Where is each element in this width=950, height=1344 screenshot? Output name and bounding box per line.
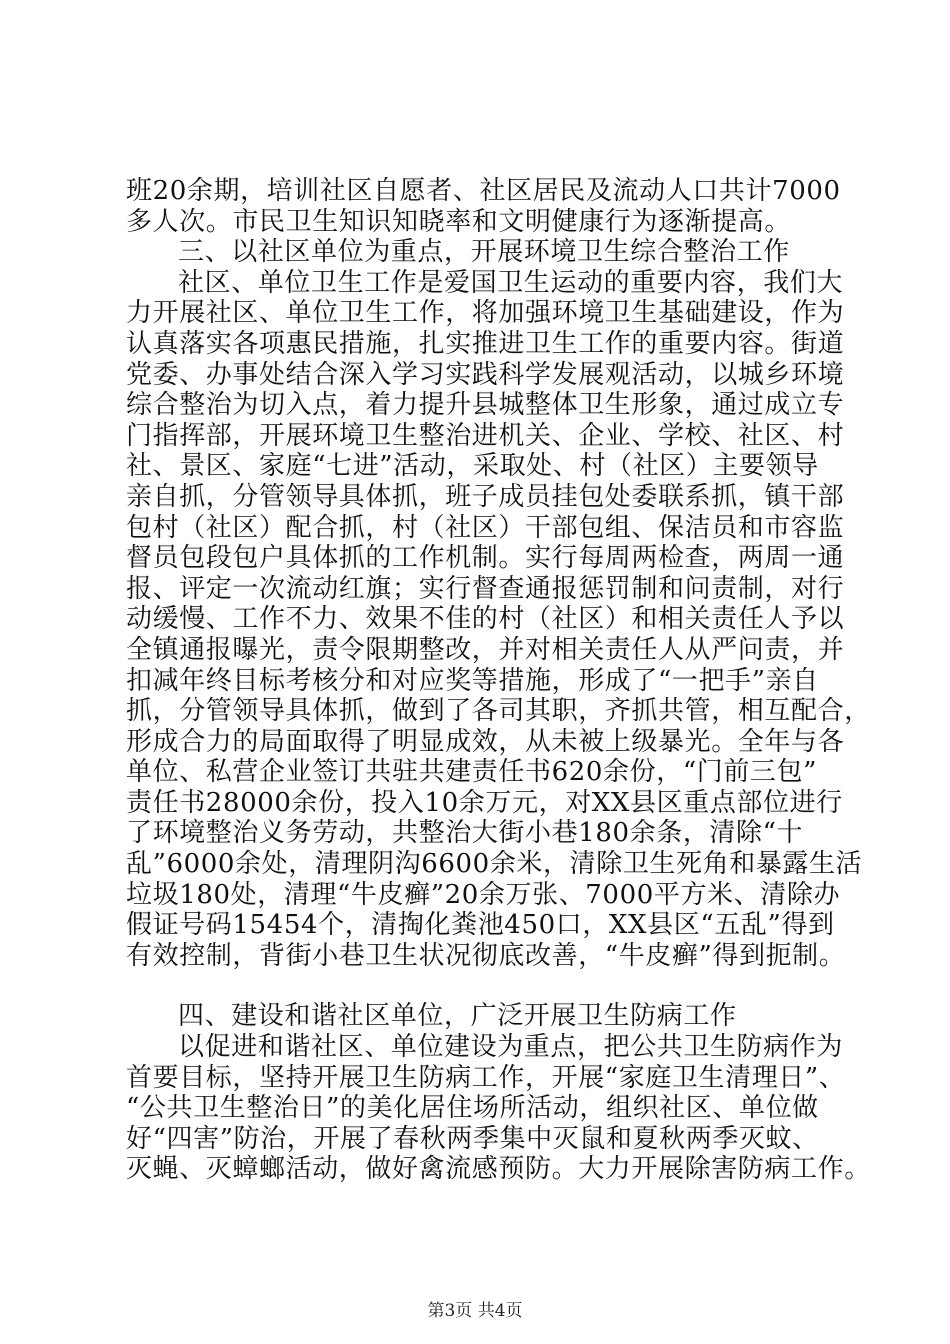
text-line: 社、景区、家庭“七进”活动，采取处、村（社区）主要领导 <box>126 451 819 482</box>
text-line: 乱”6000余处，清理阴沟6600余米，清除卫生死角和暴露生活 <box>126 849 863 880</box>
text-line: 报、评定一次流动红旗；实行督查通报惩罚制和问责制，对行 <box>126 573 845 604</box>
text-line: 力开展社区、单位卫生工作，将加强环境卫生基础建设，作为 <box>126 298 845 329</box>
text-line: 党委、办事处结合深入学习实践科学发展观活动，以城乡环境 <box>126 359 845 390</box>
text-line: 责任书28000余份，投入10余万元，对XX县区重点部位进行 <box>126 787 843 818</box>
paragraph-spacer <box>126 971 852 1001</box>
text-line: 好“四害”防治，开展了春秋两季集中灭鼠和夏秋两季灭蚊、 <box>126 1123 819 1154</box>
text-line: 有效控制，背街小巷卫生状况彻底改善，“牛皮癣”得到扼制。 <box>126 940 846 971</box>
paragraph-community-sanitation <box>126 267 871 972</box>
paragraph-training-summary <box>126 176 852 237</box>
text-line: 动缓慢、工作不力、效果不佳的村（社区）和相关责任人予以 <box>126 604 845 635</box>
heading-line: 三、以社区单位为重点，开展环境卫生综合整治工作 <box>178 237 790 268</box>
text-line: 以促进和谐社区、单位建设为重点，把公共卫生防病作为 <box>178 1032 844 1063</box>
text-line: 垃圾180处，清理“牛皮癣”20余万张、7000平方米、清除办 <box>126 879 841 910</box>
text-line: 认真落实各项惠民措施，扎实推进卫生工作的重要内容。街道 <box>126 328 845 359</box>
paragraph-disease-prevention <box>126 1032 871 1185</box>
text-line: 门指挥部，开展环境卫生整治进机关、企业、学校、社区、村 <box>126 420 845 451</box>
document-page <box>126 176 871 1185</box>
text-line: 督员包段包户具体抓的工作机制。实行每周两检查，两周一通 <box>126 543 845 574</box>
text-line: 社区、单位卫生工作是爱国卫生运动的重要内容，我们大 <box>178 267 844 298</box>
heading-line: 四、建设和谐社区单位，广泛开展卫生防病工作 <box>178 1001 737 1032</box>
text-line: 包村（社区）配合抓，村（社区）干部包组、保洁员和市容监 <box>126 512 845 543</box>
text-line: 抓，分管领导具体抓，做到了各司其职，齐抓共管，相互配合， <box>126 696 871 727</box>
section-heading-4 <box>126 1001 852 1032</box>
text-line: 形成合力的局面取得了明显成效，从未被上级暴光。全年与各 <box>126 726 845 757</box>
text-line: 全镇通报曝光，责令限期整改，并对相关责任人从严问责，并 <box>126 634 845 665</box>
text-line: “公共卫生整治日”的美化居住场所活动，组织社区、单位做 <box>126 1093 819 1124</box>
text-line: 单位、私营企业签订共驻共建责任书620余份，“门前三包” <box>126 757 818 788</box>
text-line: 扣减年终目标考核分和对应奖等措施，形成了“一把手”亲自 <box>126 665 819 696</box>
text-line: 亲自抓，分管领导具体抓，班子成员挂包处委联系抓，镇干部 <box>126 481 845 512</box>
text-line: 假证号码15454个，清掏化粪池450口，XX县区“五乱”得到 <box>126 910 835 941</box>
text-line: 灭蝇、灭蟑螂活动，做好禽流感预防。大力开展除害防病工作。 <box>126 1154 871 1185</box>
text-line: 综合整治为切入点，着力提升县城整体卫生形象，通过成立专 <box>126 390 845 421</box>
text-line: 多人次。市民卫生知识知晓率和文明健康行为逐渐提高。 <box>126 206 792 237</box>
page-number-footer: 第3页 共4页 <box>427 1301 523 1321</box>
text-line: 首要目标，坚持开展卫生防病工作，开展“家庭卫生清理日”、 <box>126 1062 846 1093</box>
text-line: 了环境整治义务劳动，共整治大街小巷180余条，清除“十 <box>126 818 804 849</box>
text-line: 班20余期，培训社区自愿者、社区居民及流动人口共计7000 <box>126 176 841 206</box>
section-heading-3 <box>126 237 852 268</box>
